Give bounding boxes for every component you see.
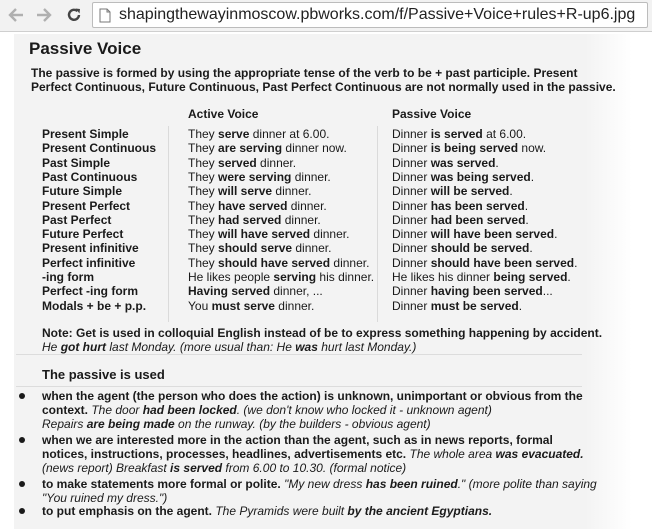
text-run: will be served <box>430 184 510 199</box>
bullet-icon <box>19 437 25 443</box>
intro-text: Perfect Continuous, Future Continuous, Past Perfect Continuous are not normally used in the passive. <box>31 80 616 94</box>
active-example <box>188 299 314 313</box>
tense-name: Present Continuous <box>42 141 157 156</box>
text-run: should serve <box>218 241 293 256</box>
text-run: should have been served <box>430 255 575 270</box>
active-example <box>188 184 311 198</box>
text-run: Dinner <box>392 127 431 141</box>
text-run: They <box>188 255 219 270</box>
text-run: Dinner <box>392 184 431 199</box>
section-heading: The passive is used <box>42 367 165 382</box>
text-run: Dinner <box>392 227 431 242</box>
list-item-line <box>42 417 431 431</box>
tense-name: Perfect -ing form <box>42 284 139 299</box>
text-run: . <box>554 227 558 242</box>
column-divider <box>377 126 378 322</box>
text-run: (news report) Breakfast <box>42 461 171 475</box>
passive-example <box>392 299 522 313</box>
text-run: were serving <box>218 169 292 184</box>
text-run: now. <box>518 141 547 156</box>
passive-example <box>392 127 526 141</box>
url-text: shapingthewayinmoscow.pbworks.com/f/Passive+Voice+rules+R-up6.jpg <box>119 6 636 23</box>
active-example <box>188 170 331 184</box>
tense-name: Present infinitive <box>42 241 139 256</box>
tense-name: Present Simple <box>42 127 129 141</box>
text-run: . <box>509 184 513 199</box>
text-run: Dinner <box>392 241 431 256</box>
text-run: at 6.00. <box>482 127 527 141</box>
tense-name: Future Perfect <box>42 227 124 242</box>
text-run: was served <box>430 155 496 170</box>
text-run: They <box>188 241 219 256</box>
text-run: . <box>574 255 578 270</box>
tense-name: Modals + be + p.p. <box>42 298 147 313</box>
text-run: will have been served <box>430 227 555 242</box>
text-run: . <box>525 212 529 227</box>
text-run: is served <box>430 127 483 141</box>
list-item-line <box>42 447 584 461</box>
text-run: Having served <box>188 284 271 299</box>
text-run: . <box>529 241 533 256</box>
text-run: when the agent (the person who does the action) is unknown, unimportant or obvious from the <box>42 389 583 403</box>
tense-name: Present Perfect <box>42 198 131 213</box>
tense-name: Past Simple <box>42 155 111 170</box>
text-run: dinner. <box>292 241 332 256</box>
text-run: was evacuated. <box>495 447 584 461</box>
passive-example <box>392 141 546 155</box>
divider <box>16 354 582 355</box>
text-run: . <box>567 270 571 284</box>
text-run: must be served <box>430 298 519 313</box>
text-run: from 6.00 to 10.30. (formal notice) <box>222 461 407 475</box>
list-item-line <box>42 491 167 505</box>
text-run: Dinner <box>392 198 431 213</box>
text-run: They <box>188 198 219 213</box>
tense-name: Past Continuous <box>42 169 138 184</box>
text-run: The Pyramids were built <box>215 504 348 518</box>
divider <box>16 386 582 387</box>
text-run: to make statements more formal or polite. <box>42 477 285 491</box>
browser-toolbar <box>0 0 652 32</box>
text-run: got hurt <box>60 340 107 354</box>
intro-text: The passive is formed by using the appropriate tense of the verb to be + past participle. Present <box>31 66 578 80</box>
text-run: Dinner <box>392 255 431 270</box>
page-content <box>0 32 652 529</box>
text-run: when we are interested more in the action than the agent, such as in news reports, formal <box>42 433 553 447</box>
text-run: is served <box>170 461 223 475</box>
text-run: Dinner <box>392 169 431 184</box>
passive-example <box>392 270 571 284</box>
text-run: is being served <box>430 141 519 156</box>
text-run: . (we don't know who locked it - unknown agent) <box>236 403 492 417</box>
text-run: They <box>188 184 219 199</box>
text-run: should have served <box>218 255 331 270</box>
text-run: They <box>188 127 219 141</box>
tense-name: -ing form <box>42 270 94 284</box>
active-example <box>188 241 331 255</box>
list-item-line <box>42 504 492 518</box>
active-example <box>188 256 369 270</box>
text-run: served <box>218 155 257 170</box>
text-run: serving <box>273 270 317 284</box>
list-item-line <box>42 403 492 417</box>
text-run: have served <box>218 198 288 213</box>
text-run: Dinner <box>392 155 431 170</box>
text-run: ... <box>542 284 553 299</box>
text-run: Dinner <box>392 141 431 156</box>
column-header-passive: Passive Voice <box>392 107 472 121</box>
text-run: had been locked <box>142 403 237 417</box>
address-bar[interactable] <box>92 2 648 28</box>
text-run: He <box>42 340 61 354</box>
list-item-line <box>42 477 597 491</box>
text-run: dinner at 6.00. <box>249 127 330 141</box>
bullet-icon <box>19 481 25 487</box>
passive-example <box>392 227 557 241</box>
text-run: Repairs <box>42 417 87 431</box>
column-header-active: Active Voice <box>188 107 259 121</box>
text-run: dinner. <box>310 227 350 242</box>
page-icon <box>99 8 111 28</box>
text-run: notices, instructions, processes, headlines, advertisements etc. <box>42 447 410 461</box>
reload-icon[interactable] <box>64 5 84 25</box>
column-divider <box>168 126 169 322</box>
text-run: dinner, ... <box>270 284 323 299</box>
text-run: to put emphasis on the agent. <box>42 504 216 518</box>
note-text: Note: Get is used in colloquial English instead of be to express something happening by accident. <box>42 326 603 340</box>
list-item-line <box>42 461 406 475</box>
tense-name: Future Simple <box>42 184 123 199</box>
passive-example <box>392 213 529 227</box>
text-run: Dinner <box>392 284 431 299</box>
text-run: They <box>188 212 219 227</box>
bullet-icon <box>19 508 25 514</box>
text-run: The whole area <box>409 447 496 461</box>
text-run: dinner. <box>274 298 315 313</box>
list-item-line <box>42 433 553 447</box>
active-example <box>188 284 323 298</box>
tense-name: Past Perfect <box>42 212 112 227</box>
text-run: Dinner <box>392 212 431 227</box>
text-run: on the runway. (by the builders - obvious agent) <box>174 417 431 431</box>
text-run: by the ancient Egyptians. <box>347 504 493 518</box>
text-run: will have served <box>218 227 311 242</box>
bullet-icon <box>19 393 25 399</box>
text-run: are being made <box>86 417 175 431</box>
text-run: They <box>188 169 219 184</box>
passive-example <box>392 199 528 213</box>
text-run: "You ruined my dress.") <box>42 491 168 505</box>
text-run: had served <box>218 212 282 227</box>
passive-example <box>392 284 553 298</box>
text-run: They <box>188 155 219 170</box>
text-run: has been served <box>430 198 525 213</box>
text-run: context. <box>42 403 92 417</box>
text-run: "My new dress <box>284 477 366 491</box>
text-run: dinner. <box>330 255 370 270</box>
text-run: . <box>524 198 529 213</box>
text-run: They <box>188 141 219 156</box>
text-run: should be served <box>430 241 530 256</box>
active-example <box>188 213 321 227</box>
tense-name: Perfect infinitive <box>42 255 136 270</box>
text-run: He likes his dinner <box>392 270 494 284</box>
forward-icon[interactable] <box>34 5 54 25</box>
text-run: dinner. <box>272 184 312 199</box>
passive-example <box>392 256 577 270</box>
text-run: Dinner <box>392 298 431 313</box>
text-run: . <box>518 298 523 313</box>
text-run: had been served <box>430 212 526 227</box>
text-run: dinner now. <box>282 141 347 156</box>
text-run: having been served <box>430 284 543 299</box>
text-run: his dinner. <box>316 270 375 284</box>
text-run: are serving <box>218 141 283 156</box>
text-run: hurt last Monday.) <box>317 340 417 354</box>
text-run: . <box>530 169 535 184</box>
text-run: dinner. <box>291 169 331 184</box>
text-run: being served <box>493 270 568 284</box>
text-run: . <box>495 155 499 170</box>
text-run: The door <box>91 403 143 417</box>
text-run: was being served <box>430 169 531 184</box>
text-run: has been ruined <box>365 477 458 491</box>
text-run: dinner. <box>287 198 327 213</box>
active-example <box>188 141 347 155</box>
text-run: last Monday. (more usual than: He <box>106 340 296 354</box>
active-example <box>188 199 327 213</box>
passive-example <box>392 184 513 198</box>
text-run: was <box>295 340 318 354</box>
passive-example <box>392 156 499 170</box>
text-run: dinner. <box>281 212 321 227</box>
active-example <box>188 156 296 170</box>
text-run: serve <box>218 127 250 141</box>
text-run: must serve <box>211 298 275 313</box>
text-run: He likes people <box>188 270 274 284</box>
text-run: will serve <box>218 184 273 199</box>
back-icon[interactable] <box>6 5 26 25</box>
text-run: dinner. <box>256 155 297 170</box>
text-run: You <box>188 298 212 313</box>
text-run: ." (more polite than saying <box>457 477 597 491</box>
note-example <box>42 340 416 354</box>
active-example <box>188 227 349 241</box>
active-example <box>188 270 374 284</box>
passive-example <box>392 241 533 255</box>
page-title: Passive Voice <box>29 39 142 58</box>
list-item-line <box>42 389 583 403</box>
active-example <box>188 127 329 141</box>
text-run: They <box>188 227 219 242</box>
page-margin-shadow <box>585 34 652 529</box>
passive-example <box>392 170 534 184</box>
